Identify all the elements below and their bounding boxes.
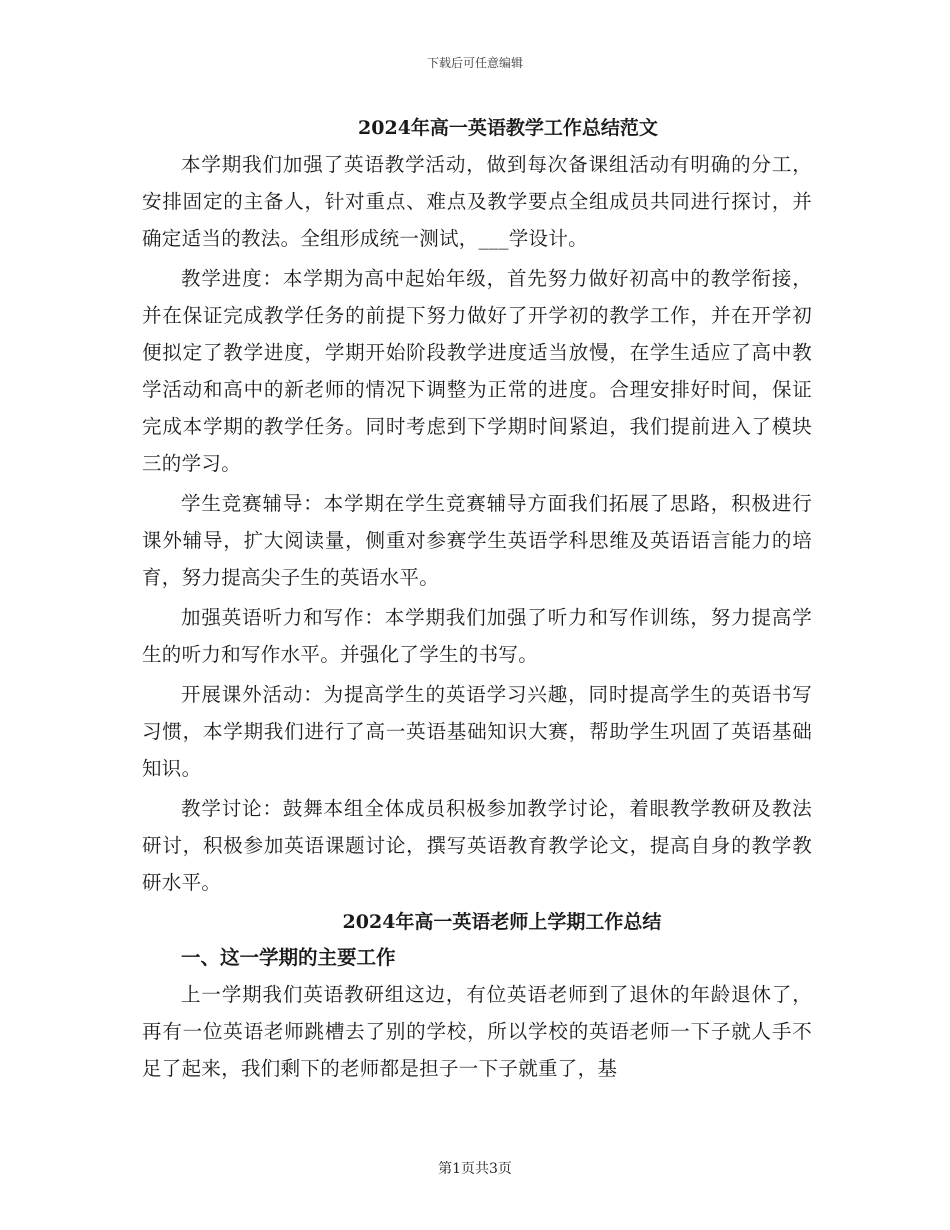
paragraph-competition-coaching: 学生竞赛辅导：本学期在学生竞赛辅导方面我们拓展了思路，积极进行课外辅导，扩大阅读量，侧重对参赛学生英语学科思维及英语语言能力的培育，努力提高尖子生的英语水平。 [142, 492, 812, 589]
document-title: 2024年高一英语教学工作总结范文 [358, 117, 658, 139]
paragraph-listening-writing: 加强英语听力和写作：本学期我们加强了听力和写作训练，努力提高学生的听力和写作水平。并强化了学生的书写。 [142, 606, 812, 666]
paragraph-extracurricular: 开展课外活动：为提高学生的英语学习兴趣，同时提高学生的英语书写习惯，本学期我们进行了高一英语基础知识大赛，帮助学生巩固了英语基础知识。 [142, 683, 812, 780]
paragraph-teaching-progress: 教学进度：本学期为高中起始年级，首先努力做好初高中的教学衔接，并在保证完成教学任务的前提下努力做好了开学初的教学工作，并在开学初便拟定了教学进度，学期开始阶段教学进度适当放慢，在学生适应了高中教学活动和高中的新老师的情况下调整为正常的进度。合理安排好时间，保证完成本学期的教学任务。同时考虑到下学期时间紧迫，我们提前进入了模块三的学习。 [142, 267, 812, 475]
document-body [142, 110, 812, 1090]
paragraph-teaching-discussion: 教学讨论：鼓舞本组全体成员积极参加教学讨论，着眼教学教研及教法研讨，积极参加英语课题讨论，撰写英语教育教学论文，提高自身的教学教研水平。 [142, 797, 812, 894]
page-header-note: 下载后可任意编辑 [426, 56, 523, 70]
section-subheading: 一、这一学期的主要工作 [181, 946, 396, 969]
page-number: 第1页共3页 [438, 1161, 512, 1177]
paragraph-section2: 上一学期我们英语教研组这边，有位英语老师到了退休的年龄退休了，再有一位英语老师跳槽去了别的学校，所以学校的英语老师一下子就人手不足了起来，我们剩下的老师都是担子一下子就重了，基 [142, 983, 812, 1080]
section-title: 2024年高一英语老师上学期工作总结 [342, 911, 662, 933]
paragraph-intro: 本学期我们加强了英语教学活动，做到每次备课组活动有明确的分工，安排固定的主备人，针对重点、难点及教学要点全组成员共同进行探讨，并确定适当的教法。全组形成统一测试，___学设计。 [142, 153, 812, 250]
